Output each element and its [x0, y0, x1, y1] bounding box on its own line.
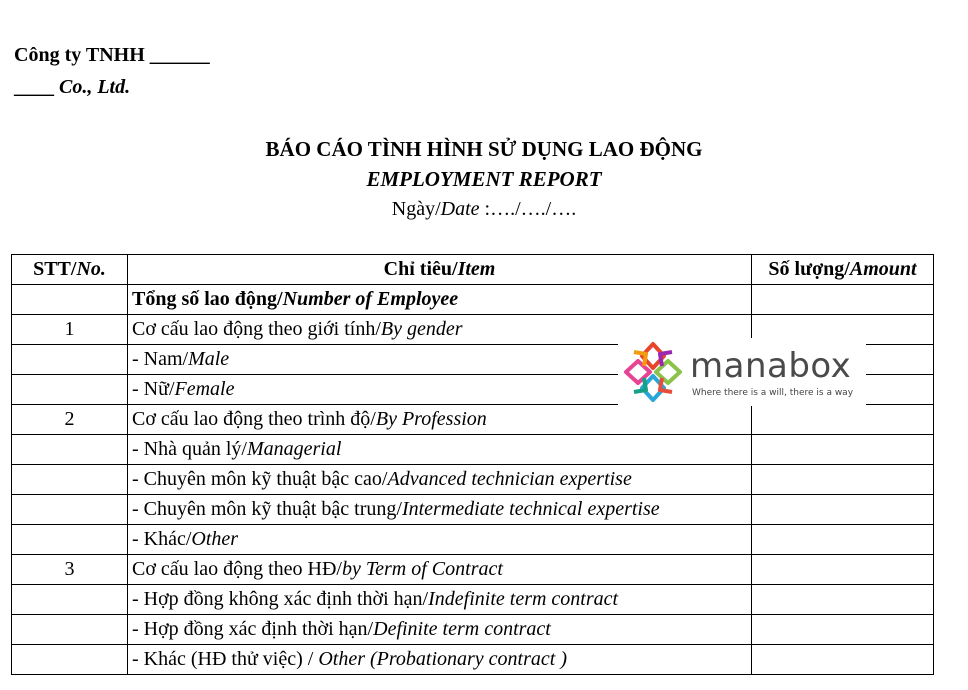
table-row [12, 285, 934, 315]
row-number [12, 465, 128, 495]
row-number: 2 [12, 405, 128, 435]
row-number [12, 435, 128, 465]
item-en: Number of Employee [282, 288, 459, 310]
company-suffix: Co., Ltd. [59, 76, 131, 98]
date-label-en: Date [440, 198, 480, 220]
manabox-tagline: Where there is a will, there is a way [692, 388, 854, 398]
company-name-vi: Công ty TNHH ______ [14, 44, 210, 66]
date-label-vi: Ngày/ [391, 198, 441, 220]
item-en: Intermediate technical expertise [401, 498, 660, 520]
company-name-en [14, 76, 130, 99]
row-item [128, 555, 752, 585]
item-en: By gender [380, 318, 463, 340]
table-row [12, 555, 934, 585]
row-number [12, 285, 128, 315]
item-vi: - Nam/ [132, 348, 189, 370]
row-amount[interactable] [752, 645, 934, 675]
item-vi: - Hợp đồng xác định thời hạn/ [132, 618, 374, 640]
item-vi: - Khác (HĐ thử việc) / [132, 648, 319, 670]
row-number [12, 645, 128, 675]
header-item: Chỉ tiêu/Item [128, 255, 752, 285]
table-row [12, 495, 934, 525]
report-title-vi: BÁO CÁO TÌNH HÌNH SỬ DỤNG LAO ĐỘNG [265, 137, 703, 161]
table-row [12, 645, 934, 675]
table-header-row [12, 255, 934, 285]
row-amount[interactable] [752, 465, 934, 495]
item-en: Indefinite term contract [428, 588, 619, 610]
item-en: Advanced technician expertise [387, 468, 632, 490]
table-row [12, 615, 934, 645]
table-row [12, 525, 934, 555]
row-amount[interactable] [752, 615, 934, 645]
item-en: Other (Probationary contract ) [318, 648, 567, 670]
row-number: 1 [12, 315, 128, 345]
header-amount: Số lượng/Amount [752, 255, 934, 285]
item-vi: - Khác/ [132, 528, 192, 550]
row-item [128, 615, 752, 645]
item-en: Female [174, 378, 235, 400]
row-item [128, 435, 752, 465]
row-number [12, 585, 128, 615]
row-number [12, 615, 128, 645]
row-number [12, 525, 128, 555]
manabox-watermark [618, 338, 866, 406]
row-number [12, 375, 128, 405]
report-title-en: EMPLOYMENT REPORT [366, 167, 602, 191]
item-en: by Term of Contract [341, 558, 503, 580]
row-item [128, 645, 752, 675]
row-amount[interactable] [752, 495, 934, 525]
item-en: Definite term contract [373, 618, 551, 640]
employment-table [11, 254, 934, 675]
report-date [0, 198, 968, 221]
row-amount[interactable] [752, 405, 934, 435]
manabox-brand-text: manabox [690, 346, 852, 386]
row-amount[interactable] [752, 285, 934, 315]
row-amount[interactable] [752, 555, 934, 585]
item-vi: - Chuyên môn kỹ thuật bậc cao/ [132, 468, 388, 490]
row-item [128, 585, 752, 615]
item-en: Managerial [246, 438, 342, 460]
row-number [12, 345, 128, 375]
item-vi: - Nữ/ [132, 378, 175, 400]
row-amount[interactable] [752, 525, 934, 555]
manabox-logo-icon [620, 340, 686, 404]
row-item [128, 405, 752, 435]
item-en: Male [188, 348, 230, 370]
item-vi: Cơ cấu lao động theo trình độ/ [132, 408, 376, 430]
table-row [12, 585, 934, 615]
row-amount[interactable] [752, 435, 934, 465]
item-en: Other [191, 528, 239, 550]
row-item [128, 525, 752, 555]
item-vi: - Chuyên môn kỹ thuật bậc trung/ [132, 498, 402, 520]
row-number [12, 495, 128, 525]
item-vi: Cơ cấu lao động theo giới tính/ [132, 318, 381, 340]
item-vi: Tổng số lao động/ [132, 288, 283, 310]
item-vi: Cơ cấu lao động theo HĐ/ [132, 558, 342, 580]
row-item [128, 285, 752, 315]
item-vi: - Hợp đồng không xác định thời hạn/ [132, 588, 429, 610]
item-en: By Profession [375, 408, 487, 430]
table-row [12, 435, 934, 465]
row-number: 3 [12, 555, 128, 585]
company-blank: ____ [14, 76, 59, 98]
row-item [128, 465, 752, 495]
row-amount[interactable] [752, 585, 934, 615]
header-no: STT/No. [12, 255, 128, 285]
table-row [12, 405, 934, 435]
row-item [128, 495, 752, 525]
table-row [12, 465, 934, 495]
date-value: :…./…./…. [479, 198, 577, 220]
item-vi: - Nhà quản lý/ [132, 438, 247, 460]
